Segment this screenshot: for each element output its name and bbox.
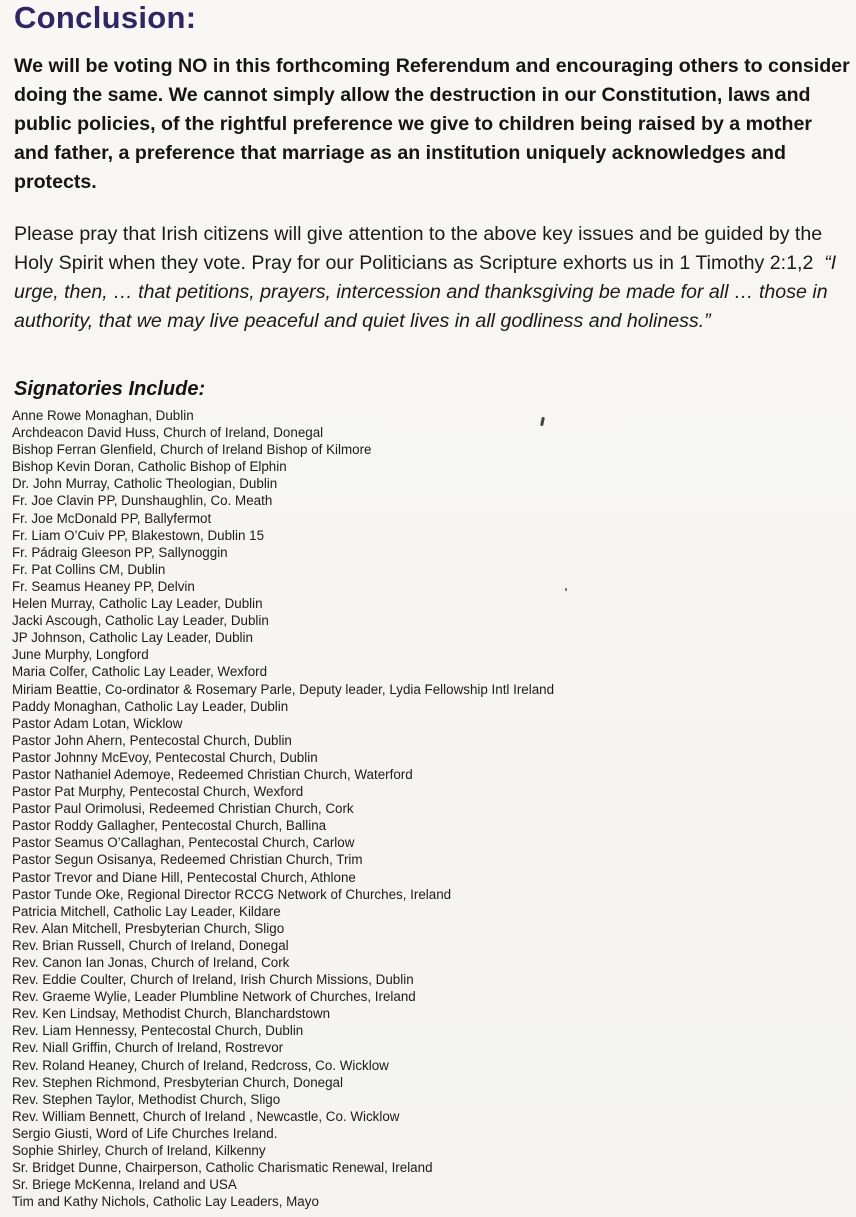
signatory-item: Pastor Trevor and Diane Hill, Pentecostal Church, Athlone [12,869,356,885]
statement-paragraph: We will be voting NO in this forthcoming Referendum and encouraging others to consider doing the same. We cannot simply allow the destruction in our Constitution, laws and public policies, of the rightful preference we give to children being raised by a mother and father, a preference that marriage as an institution uniquely acknowledges and protects. [14,55,850,193]
signatories-list [12,407,554,1210]
signatory-item: Pastor Tunde Oke, Regional Director RCCG Network of Churches, Ireland [12,886,452,902]
signatory-item: Rev. Ken Lindsay, Methodist Church, Blanchardstown [12,1006,331,1022]
signatory-item: Pastor John Ahern, Pentecostal Church, Dublin [12,732,292,748]
signatory-item: Pastor Segun Osisanya, Redeemed Christian Church, Trim [12,852,363,868]
page-title: Conclusion: [14,0,197,35]
signatories-heading: Signatories Include: [14,378,206,400]
signatory-item: Rev. Graeme Wylie, Leader Plumbline Network of Churches, Ireland [12,989,416,1005]
signatory-item: Rev. Canon Ian Jonas, Church of Ireland, Cork [12,955,290,970]
signatory-item: Paddy Monaghan, Catholic Lay Leader, Dublin [12,698,289,714]
signatory-item: Sr. Bridget Dunne, Chairperson, Catholic Charismatic Renewal, Ireland [12,1160,433,1176]
signatory-item: Sophie Shirley, Church of Ireland, Kilkenny [12,1143,266,1159]
signatory-item: JP Johnson, Catholic Lay Leader, Dublin [12,630,253,646]
signatory-item: Rev. William Bennett, Church of Ireland , Newcastle, Co. Wicklow [12,1108,400,1124]
prayer-paragraph [14,220,850,336]
signatory-item: Fr. Joe McDonald PP, Ballyfermot [12,510,212,526]
signatory-item: Rev. Eddie Coulter, Church of Ireland, Irish Church Missions, Dublin [12,972,414,988]
signatory-item: Maria Colfer, Catholic Lay Leader, Wexford [12,664,268,680]
signatory-item: Rev. Brian Russell, Church of Ireland, Donegal [12,937,289,953]
signatory-item: Fr. Pat Collins CM, Dublin [12,561,166,577]
signatory-item: Jacki Ascough, Catholic Lay Leader, Dublin [12,613,269,629]
signatory-item: Dr. John Murray, Catholic Theologian, Dublin [12,476,278,492]
signatory-item: Rev. Liam Hennessy, Pentecostal Church, Dublin [12,1023,304,1039]
signatory-item: Rev. Niall Griffin, Church of Ireland, Rostrevor [12,1040,284,1056]
signatory-item: Helen Murray, Catholic Lay Leader, Dublin [12,596,263,612]
signatory-item: Rev. Stephen Taylor, Methodist Church, Sligo [12,1091,281,1107]
signatory-item: Rev. Stephen Richmond, Presbyterian Church, Donegal [12,1074,343,1090]
signatory-item: Pastor Roddy Gallagher, Pentecostal Church, Ballina [12,818,327,834]
signatory-item: Fr. Joe Clavin PP, Dunshaughlin, Co. Meath [12,493,273,509]
signatory-item: Fr. Pádraig Gleeson PP, Sallynoggin [12,544,228,560]
scripture-quote: “I urge, then, … that petitions, prayers, intercession and thanksgiving be made for all … those in authority, that we may live peaceful and quiet lives in all godliness and holiness.” [14,252,837,332]
signatory-item: Pastor Seamus O’Callaghan, Pentecostal Church, Carlow [12,835,355,851]
signatory-item: Tim and Kathy Nichols, Catholic Lay Leaders, Mayo [12,1194,319,1210]
signatory-item: Rev. Roland Heaney, Church of Ireland, Redcross, Co. Wicklow [12,1057,389,1073]
signatory-item: Patricia Mitchell, Catholic Lay Leader, Kildare [12,903,281,919]
signatory-item: Pastor Pat Murphy, Pentecostal Church, Wexford [12,784,304,800]
signatory-item: Bishop Ferran Glenfield, Church of Ireland Bishop of Kilmore [12,442,372,458]
signatory-item: Miriam Beattie, Co-ordinator & Rosemary Parle, Deputy leader, Lydia Fellowship Intl Ireland [12,681,555,697]
signatory-item: Pastor Adam Lotan, Wicklow [12,715,183,731]
prayer-text: Please pray that Irish citizens will give attention to the above key issues and be guided by the Holy Spirit when they vote. Pray for our Politicians as Scripture exhorts us in 1 Timothy 2:1,2 [14,223,823,274]
signatory-item: Rev. Alan Mitchell, Presbyterian Church, Sligo [12,920,285,936]
signatory-item: Pastor Paul Orimolusi, Redeemed Christian Church, Cork [12,801,354,817]
signatory-item: Fr. Seamus Heaney PP, Delvin [12,578,195,594]
signatory-item: Anne Rowe Monaghan, Dublin [12,408,194,423]
print-speck [565,588,567,591]
signatory-item: Sr. Briege McKenna, Ireland and USA [12,1177,237,1193]
signatory-item: Pastor Nathaniel Ademoye, Redeemed Christian Church, Waterford [12,766,413,782]
signatory-item: June Murphy, Longford [12,647,149,663]
signatory-item: Sergio Giusti, Word of Life Churches Ireland. [12,1125,278,1141]
signatory-item: Pastor Johnny McEvoy, Pentecostal Church, Dublin [12,749,318,765]
signatory-item: Bishop Kevin Doran, Catholic Bishop of Elphin [12,459,287,475]
signatory-item: Archdeacon David Huss, Church of Ireland, Donegal [12,425,324,441]
signatory-item: Fr. Liam O’Cuiv PP, Blakestown, Dublin 15 [12,527,265,543]
